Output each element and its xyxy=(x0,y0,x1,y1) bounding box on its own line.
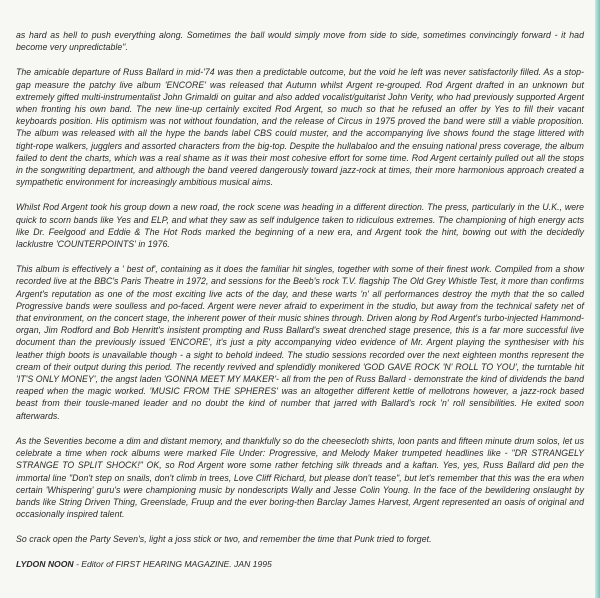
signature-credit: - Editor of FIRST HEARING MAGAZINE. JAN 1995 xyxy=(73,558,272,569)
paragraph-ballard-departure: The amicable departure of Russ Ballard in mid-'74 was then a predictable outcome, but the void he left was never satisfactorily filled. As a stop-gap measure the patchy live album 'ENCORE' was released that Autumn whilst Argent re-grouped. Rod Argent drafted in an unknown but extremely gifted multi-instrumentalist John Grimaldi on guitar and also added vocalist/guitarist John Verity, who had previously supported Argent when fronting his own band. The new line-up certainly excited Rod Argent, so much so that he refused an offer by Yes to fill their vacant keyboards position. His optimism was not without foundation, and the release of Circus in 1975 proved the band were still a viable proposition. The album was released with all the hype the bands label CBS could muster, and the accompanying live shows found the stage littered with tight-rope walkers, jugglers and assorted characters from the big-top. Despite the hullabaloo and the ensuing national press coverage, the album failed to dent the charts, which was a real shame as it was their most cohesive effort for some time. Rod Argent certainly pulled out all the stops in the songwriting department, and although the band veered dangerously toward jazz-rock at times, their more harmonious approach created a sympathetic environment for increasingly ambitious musical aims. xyxy=(16,67,584,188)
paragraph-album-overview: This album is effectively a ' best of', containing as it does the familiar hit singles, together with some of their finest work. Compiled from a show recorded live at the BBC's Paris Theatre in 1972, and sessions for the Beeb's rock T.V. flagship The Old Grey Whistle Test, it more than confirms Argent's reputation as one of the most exciting live acts of the day, and these warts 'n' all performances destroy the myth that the so called Progressive bands were soulless and po-faced. Argent were never afraid to experiment in the studio, but away from the technical safety net of that environment, on the concert stage, the inherent power of their music shines through. Driven along by Rod Argent's turbo-injected Hammond-organ, Jim Rodford and Bob Henritt's insistent prompting and Russ Ballard's sweat drenched stage presence, this is a far more successful live document than the previously issued 'ENCORE', it's just a pity accompanying video evidence of Mr. Argent playing the synthesiser with his leather thigh boots is unavailable though - a sight to behold indeed. The studio sessions recorded over the next eighteen months represent the cream of their output during this period. The recently revived and splendidly monikered 'GOD GAVE ROCK 'N' ROLL TO YOU', the turntable hit 'IT'S ONLY MONEY', the angst laden 'GONNA MEET MY MAKER'- all from the pen of Russ Ballard - demonstrate the kind of dividends the band reaped when the magic worked. 'MUSIC FROM THE SPHERES' was an altogether different kettle of mellotrons however, a jazz-rock based beast from their tousle-maned leader and no doubt the kind of number that jarred with Ballard's rock 'n' roll sensibilities. He exited soon afterwards. xyxy=(16,264,584,421)
paragraph-seventies: As the Seventies become a dim and distant memory, and thankfully so do the cheesecloth shirts, loon pants and fifteen minute drum solos, let us celebrate a time when rock albums were marked File Under: Progressive, and Melody Maker trumpeted headlines like - "DR STRANGELY STRANGE TO SPLIT SHOCK!" OK, so Rod Argent wore some rather fetching silk threads and a kaftan. Yes, yes, Russ Ballard did pen the immortal line "Don't step on snails, don't climb in trees, Love Cliff Richard, but please don't tease", but let's remember that this was the era when certain 'Whispering' guru's were championing music by nondescripts Wally and Jesse Colin Young. In the face of the bewildering onslaught by bands like String Driven Thing, Greenslade, Fruup and the ever boring-then Barclay James Harvest, Argent represented an oasis of original and occasionally inspired talent. xyxy=(16,435,584,520)
signature-author: LYDON NOON xyxy=(16,558,74,569)
paragraph-closing: So crack open the Party Seven's, light a joss stick or two, and remember the time that Punk tried to forget. xyxy=(16,534,432,545)
page-edge-stripe xyxy=(595,0,600,598)
signature xyxy=(16,559,584,569)
paragraph-rock-scene: Whilst Rod Argent took his group down a new road, the rock scene was heading in a different direction. The press, particularly in the U.K., were quick to scorn bands like Yes and ELP, and what they saw as self indulgence taken to ridiculous extremes. The championing of high energy acts like Dr. Feelgood and Eddie & The Hot Rods marked the beginning of a new era, and Argent took the hint, bowing out with the decidedly lacklustre 'COUNTERPOINTS' in 1976. xyxy=(16,202,584,250)
paragraph-intro-quote: as hard as hell to push everything along. Sometimes the ball would simply move from side to side, sometimes convincingly forward - it had become very unpredictable". xyxy=(16,30,584,53)
